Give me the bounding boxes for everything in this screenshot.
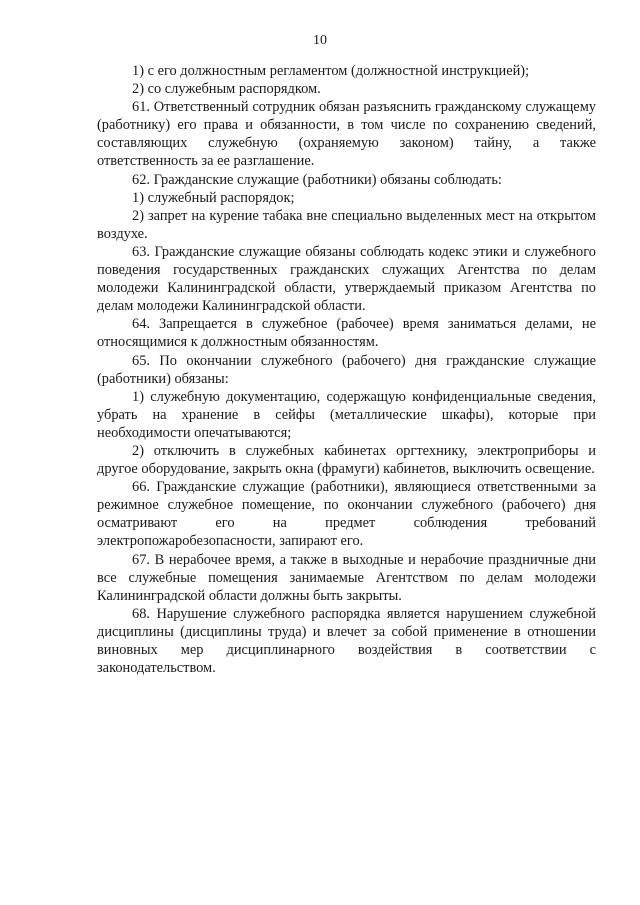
paragraph-65-item-1: 1) служебную документацию, содержащую конфиденциальные сведения, убрать на хранение в сейфы (металлические шкафы), которые при необходимости опечатываются; (97, 388, 596, 441)
paragraph-65: 65. По окончании служебного (рабочего) дня гражданские служащие (работники) обязаны: (97, 352, 596, 387)
paragraph-clause-1: 1) с его должностным регламентом (должностной инструкцией); (132, 63, 530, 79)
paragraph-68: 68. Нарушение служебного распорядка является нарушением служебной дисциплины (дисциплины труда) и влечет за собой применение в отношении виновных мер дисциплинарного воздействия в соответствии с законодательством. (97, 605, 596, 677)
paragraph-61: 61. Ответственный сотрудник обязан разъяснить гражданскому служащему (работнику) его права и обязанности, в том числе по сохранению сведений, составляющих служебную (охраняемую законом) тайну, а также ответственность за ее разглашение. (97, 99, 596, 170)
paragraph-62: 62. Гражданские служащие (работники) обязаны соблюдать: (132, 171, 502, 188)
paragraph-63: 63. Гражданские служащие обязаны соблюдать кодекс этики и служебного поведения государственных гражданских служащих Агентства по делам молодежи Калининградской области, утверждаемый приказом Агентства по делам молодежи Калининградской области. (97, 243, 596, 315)
paragraph-64: 64. Запрещается в служебное (рабочее) время заниматься делами, не относящимися к должностным обязанностям. (97, 316, 596, 351)
paragraph-66: 66. Гражданские служащие (работники), являющиеся ответственными за режимное служебное помещение, по окончании служебного (рабочего) дня осматривают его на предмет соблюдения требований электропожаробезопасности, запирают его. (97, 479, 596, 550)
paragraph-65-item-2: 2) отключить в служебных кабинетах оргтехнику, электроприборы и другое оборудование, закрыть окна (фрамуги) кабинетов, выключить освещение. (97, 442, 596, 478)
document-body (97, 62, 596, 677)
paragraph-clause-2: 2) со служебным распорядком. (132, 81, 321, 98)
page-number: 10 (313, 33, 327, 48)
paragraph-67: 67. В нерабочее время, а также в выходные и нерабочие праздничные дни все служебные помещения занимаемые Агентством по делам молодежи Калининградской области должны быть закрыты. (97, 551, 596, 604)
paragraph-62-item-2: 2) запрет на курение табака вне специально выделенных мест на открытом воздухе. (97, 207, 596, 242)
paragraph-62-item-1: 1) служебный распорядок; (132, 189, 295, 206)
